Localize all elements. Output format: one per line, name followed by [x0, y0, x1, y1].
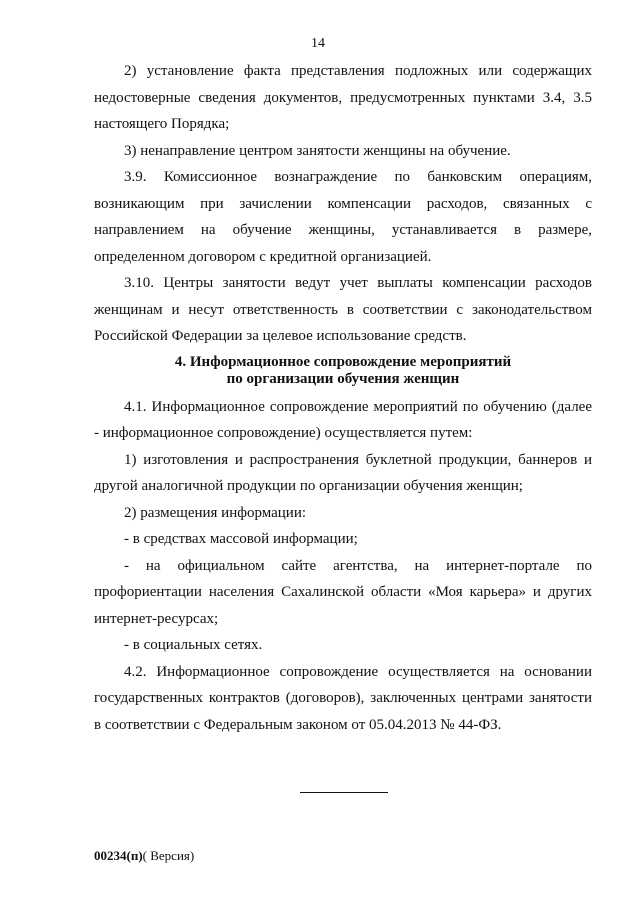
footer-divider — [300, 792, 388, 793]
page-number: 14 — [311, 36, 325, 51]
section-heading-line: 4. Информационное сопровождение мероприятий — [174, 353, 512, 370]
paragraph: 2) установление факта представления подложных или содержащих недостоверные сведения документов, предусмотренных пунктами 3.4, 3.5 настоящего Порядка; — [94, 63, 592, 132]
list-item: - в социальных сетях. — [124, 637, 263, 653]
section-heading — [94, 354, 592, 388]
paragraph: 3.9. Комиссионное вознаграждение по банковским операциям, возникающим при зачислении компенсации расходов, связанных с направлением на обучение женщины, устанавливается в размере, определенном договором с кредитной организацией. — [94, 169, 592, 265]
section-heading-line: по организации обучения женщин — [226, 370, 460, 387]
document-code — [94, 848, 194, 864]
paragraph: 3) ненаправление центром занятости женщины на обучение. — [124, 142, 511, 159]
paragraph: 4.1. Информационное сопровождение мероприятий по обучению (далее - информационное сопровождение) осуществляется путем: — [94, 398, 592, 441]
paragraph: 3.10. Центры занятости ведут учет выплаты компенсации расходов женщинам и несут ответственность в соответствии с законодательством Российской Федерации за целевое использование средств. — [94, 275, 592, 344]
paragraph: 4.2. Информационное сопровождение осуществляется на основании государственных контрактов (договоров), заключенных центрами занятости в соответствии с Федеральным законом от 05.04.2013 № 44-ФЗ. — [94, 663, 592, 733]
paragraph: 2) размещения информации: — [124, 504, 307, 521]
document-number: 00234(п) — [94, 848, 143, 863]
document-body — [94, 58, 592, 738]
paragraph: 1) изготовления и распространения буклетной продукции, баннеров и другой аналогичной продукции по организации обучения женщин; — [94, 451, 592, 494]
list-item: - на официальном сайте агентства, на интернет-портале по профориентации населения Сахалинской области «Моя карьера» и других интернет-ресурсах; — [94, 557, 592, 627]
document-version: ( Версия) — [142, 848, 195, 863]
list-item: - в средствах массовой информации; — [124, 531, 358, 547]
